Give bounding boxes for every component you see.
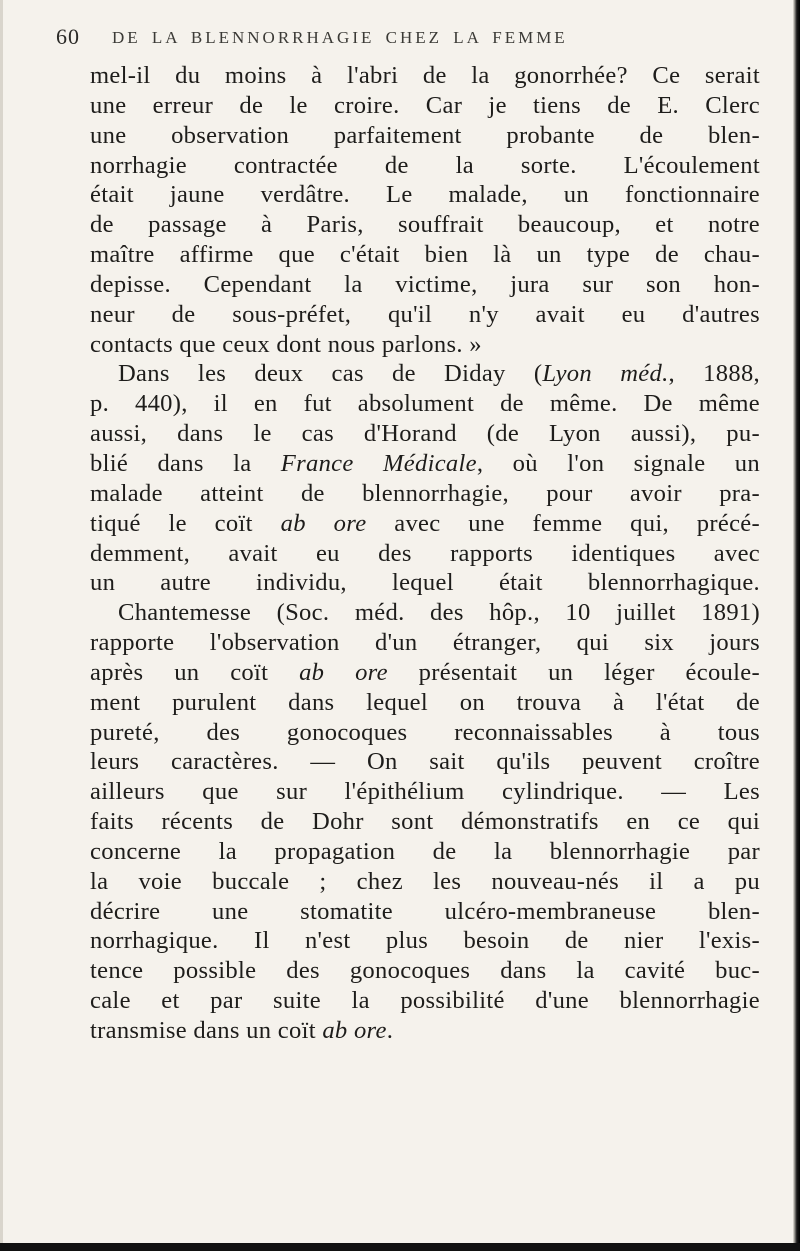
text-run: cale et par suite la possibilité d'une blennorrhagie: [90, 987, 760, 1015]
text-line: [90, 449, 760, 479]
text-run: leurs caractères. — On sait qu'ils peuvent croître: [90, 748, 760, 776]
text-run: p. 440), il en fut absolument de même. De même: [90, 390, 760, 418]
text-run: transmise dans un coït: [90, 1017, 323, 1044]
text-run: après un coït: [90, 658, 300, 686]
text-line: [90, 598, 760, 628]
text-run: Dans les deux cas de Diday (: [118, 360, 543, 388]
text-line: [90, 956, 760, 986]
text-run: aussi, dans le cas d'Horand (de Lyon aussi), pu-: [90, 420, 760, 448]
scan-right-edge: [793, 0, 800, 1251]
text-run: avec une femme qui, précé-: [366, 509, 760, 537]
italic-run: ab ore: [280, 509, 367, 537]
text-run: une erreur de le croire. Car je tiens de E. Clerc: [90, 91, 760, 119]
text-run: demment, avait eu des rapports identiques avec: [90, 539, 760, 567]
text-run: décrire une stomatite ulcéro-membraneuse blen-: [90, 897, 760, 925]
text-run: tence possible des gonocoques dans la cavité buc-: [90, 957, 760, 985]
text-line: [90, 180, 760, 210]
text-line: [90, 389, 760, 419]
text-run: Chantemesse (Soc. méd. des hôp., 10 juillet 1891): [118, 599, 760, 627]
text-run: de passage à Paris, souffrait beaucoup, et notre: [90, 211, 760, 239]
text-line: [90, 479, 760, 509]
text-run: norrhagique. Il n'est plus besoin de nier l'exis-: [90, 927, 760, 955]
text-line: [90, 897, 760, 927]
text-run: norrhagie contractée de la sorte. L'écoulement: [90, 151, 760, 179]
italic-run: France Médicale: [280, 449, 477, 477]
text-run: présentait un léger écoule-: [387, 658, 760, 686]
text-line: [90, 718, 760, 748]
text-run: ment purulent dans lequel on trouva à l'état de: [90, 688, 760, 716]
text-line: [90, 688, 760, 718]
text-line: [90, 91, 760, 121]
text-line: [90, 777, 760, 807]
page-number: 60: [56, 24, 80, 49]
text-line: [90, 300, 760, 330]
text-line: [90, 121, 760, 151]
scan-left-edge: [0, 0, 3, 1251]
text-run: était jaune verdâtre. Le malade, un fonctionnaire: [90, 181, 760, 209]
text-run: rapporte l'observation d'un étranger, qui six jours: [90, 629, 760, 657]
text-run: mel-il du moins à l'abri de la gonorrhée? Ce serait: [90, 62, 760, 89]
text-line: [90, 867, 760, 897]
text-line: [90, 359, 760, 389]
text-line: [90, 151, 760, 181]
text-line: [90, 926, 760, 956]
text-line: [90, 837, 760, 867]
page-header: [56, 12, 756, 54]
text-line: [90, 807, 760, 837]
text-run: un autre individu, lequel était blennorrhagique.: [90, 569, 760, 597]
text-run: contacts que ceux dont nous parlons. »: [90, 330, 482, 358]
text-run: .: [386, 1017, 394, 1044]
text-run: malade atteint de blennorrhagie, pour avoir pra-: [90, 479, 760, 507]
text-line: [90, 330, 760, 360]
text-line: [90, 270, 760, 300]
text-line: [90, 568, 760, 598]
running-title: DE LA BLENNORRHAGIE CHEZ LA FEMME: [112, 28, 568, 47]
italic-run: ab ore: [299, 658, 388, 686]
text-line: [90, 61, 760, 91]
text-line: [90, 628, 760, 658]
text-line: [90, 747, 760, 777]
italic-run: Lyon méd.: [542, 360, 669, 388]
text-run: tiqué le coït: [90, 509, 281, 537]
text-line: [90, 986, 760, 1016]
text-line: [90, 419, 760, 449]
italic-run: ab ore: [322, 1017, 387, 1044]
text-run: depisse. Cependant la victime, jura sur son hon-: [90, 270, 760, 298]
body-text: [90, 61, 760, 1046]
text-line: [90, 210, 760, 240]
text-run: faits récents de Dohr sont démonstratifs en ce qui: [90, 808, 760, 836]
text-run: la voie buccale ; chez les nouveau-nés il a pu: [90, 867, 760, 895]
text-run: , 1888,: [668, 360, 760, 388]
text-run: , où l'on signale un: [476, 449, 760, 477]
scan-bottom-edge: [0, 1243, 800, 1251]
text-run: blié dans la: [90, 449, 281, 477]
text-run: maître affirme que c'était bien là un type de chau-: [90, 241, 760, 269]
text-line: [90, 658, 760, 688]
text-line: [90, 1016, 760, 1046]
text-line: [90, 539, 760, 569]
text-run: une observation parfaitement probante de blen-: [90, 121, 760, 149]
text-run: pureté, des gonocoques reconnaissables à tous: [90, 718, 760, 746]
text-line: [90, 240, 760, 270]
text-line: [90, 509, 760, 539]
text-run: neur de sous-préfet, qu'il n'y avait eu d'autres: [90, 300, 760, 328]
text-run: concerne la propagation de la blennorrhagie par: [90, 837, 760, 865]
text-run: ailleurs que sur l'épithélium cylindrique. — Les: [90, 778, 760, 806]
